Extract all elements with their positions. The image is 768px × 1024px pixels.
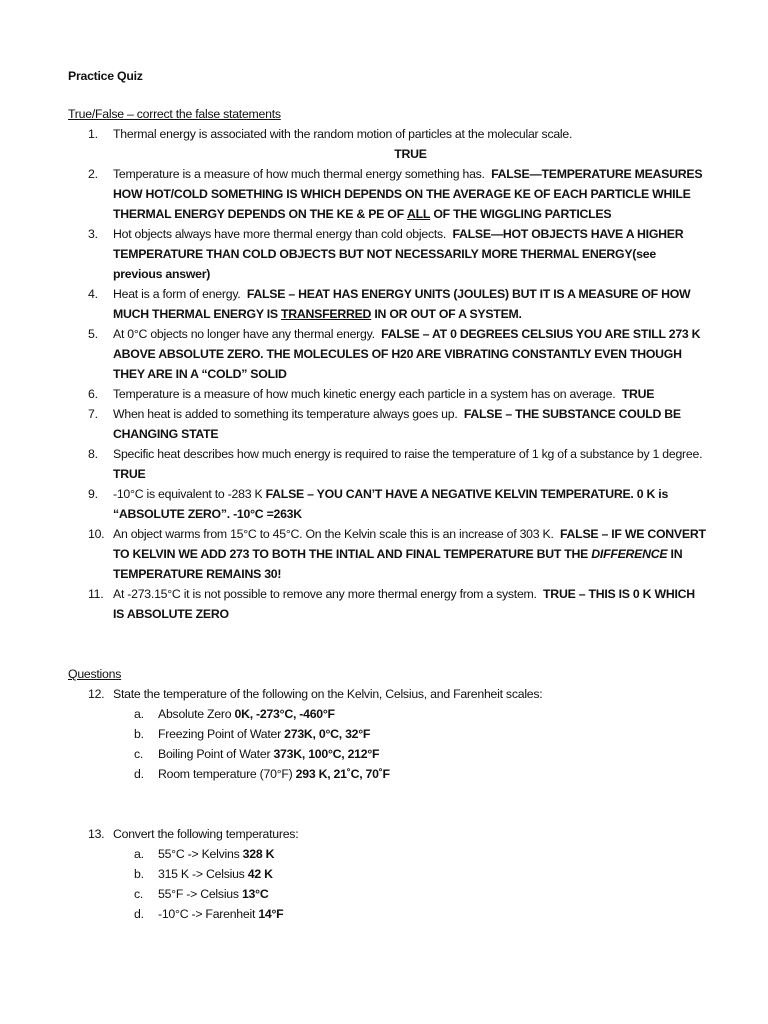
item-question: Hot objects always have more thermal energy than cold objects. [113,227,447,241]
item-answer-end: IN TEMPERATURE REMAINS 30! [113,547,683,581]
list-item [68,484,708,524]
sub-item-letter: d. [134,767,144,781]
item-question: Temperature is a measure of how much kinetic energy each particle in a system has on average. [113,387,616,401]
sub-item [68,864,708,884]
item-question: Temperature is a measure of how much thermal energy something has. [113,167,485,181]
sub-item [68,744,708,764]
sub-item-question: 55°F -> Celsius [158,887,239,901]
item-number: 12. [88,687,105,701]
questions-heading: Questions [68,667,122,681]
sub-item [68,724,708,744]
list-item [68,224,708,284]
sub-item-question: 55°C -> Kelvins [158,847,240,861]
sub-item-letter: b. [134,727,144,741]
sub-list [113,704,708,784]
item-number: 9. [88,487,98,501]
item-answer: FALSE – AT 0 DEGREES CELSIUS YOU ARE STILL 273 K ABOVE ABSOLUTE ZERO. THE MOLECULES OF H20 ARE VIBRATING CONSTANTLY EVEN THOUGH THEY ARE IN A “COLD” SOLID [113,327,701,381]
item-answer: FALSE – HEAT HAS ENERGY UNITS (JOULES) BUT IT IS A MEASURE OF HOW MUCH THERMAL ENERGY IS [113,287,691,321]
sub-item-question: Freezing Point of Water [158,727,281,741]
list-item [68,164,708,224]
sub-item-letter: d. [134,907,144,921]
sub-item-letter: b. [134,867,144,881]
item-question: State the temperature of the following on the Kelvin, Celsius, and Farenheit scales: [113,687,543,701]
item-question: -10°C is equivalent to -283 K [113,487,263,501]
item-answer: FALSE – IF WE CONVERT TO KELVIN WE ADD 273 TO BOTH THE INTIAL AND FINAL TEMPERATURE BUT THE [113,527,706,561]
item-question: At -273.15°C it is not possible to remove any more thermal energy from a system. [113,587,537,601]
item-answer: FALSE – THE SUBSTANCE COULD BE CHANGING STATE [113,407,681,441]
true-false-list [68,124,708,624]
item-number: 3. [88,227,98,241]
questions-list [68,684,708,924]
question-12 [68,684,708,784]
sub-item [68,704,708,724]
item-question: When heat is added to something its temperature always goes up. [113,407,458,421]
item-answer-emphasis: ALL [407,207,431,221]
item-question: At 0°C objects no longer have any thermal energy. [113,327,375,341]
sub-list [113,844,708,924]
item-question: Specific heat describes how much energy is required to raise the temperature of 1 kg of a substance by 1 degree. [113,447,703,461]
quiz-document [68,66,708,924]
sub-item [68,884,708,904]
item-number: 8. [88,447,98,461]
sub-item-question: -10°C -> Farenheit [158,907,256,921]
list-item [68,384,708,404]
sub-item-answer: 373K, 100°C, 212°F [273,747,380,761]
sub-item-question: Absolute Zero [158,707,232,721]
item-number: 11. [88,587,104,601]
item-question: Convert the following temperatures: [113,827,299,841]
item-answer: TRUE – THIS IS 0 K WHICH IS ABSOLUTE ZERO [113,587,695,621]
item-answer: FALSE – YOU CAN’T HAVE A NEGATIVE KELVIN TEMPERATURE. 0 K is “ABSOLUTE ZERO”. -10°C =263K [113,487,669,521]
item-question: Thermal energy is associated with the random motion of particles at the molecular scale. [113,127,573,141]
list-item [68,124,708,164]
item-answer-end: OF THE WIGGLING PARTICLES [433,207,612,221]
item-number: 13. [88,827,105,841]
sub-item-letter: c. [134,747,144,761]
list-item [68,324,708,384]
item-question: Heat is a form of energy. [113,287,241,301]
item-answer-emphasis: TRANSFERRED [281,307,372,321]
sub-item-letter: a. [134,847,144,861]
item-number: 4. [88,287,98,301]
sub-item-question: 315 K -> Celsius [158,867,245,881]
sub-item-answer: 42 K [247,867,273,881]
sub-item [68,764,708,784]
sub-item [68,904,708,924]
sub-item-letter: a. [134,707,144,721]
item-number: 6. [88,387,98,401]
item-answer-emphasis: DIFFERENCE [591,547,668,561]
item-number: 10. [88,527,105,541]
sub-item-question: Room temperature (70°F) [158,767,293,781]
question-13 [68,824,708,924]
item-answer: FALSE—TEMPERATURE MEASURES HOW HOT/COLD SOMETHING IS WHICH DEPENDS ON THE AVERAGE KE OF EACH PARTICLE WHILE THERMAL ENERGY DEPENDS ON THE KE & PE OF [113,167,703,221]
sub-item [68,844,708,864]
item-answer: TRUE [394,147,427,161]
item-answer: TRUE [113,467,146,481]
page-title: Practice Quiz [68,69,143,83]
item-answer: TRUE [621,387,655,401]
sub-item-answer: 328 K [242,847,275,861]
list-item [68,404,708,444]
item-number: 5. [88,327,98,341]
item-number: 1. [88,127,98,141]
sub-item-answer: 13°C [241,887,269,901]
sub-item-answer: 14°F [258,907,284,921]
sub-item-question: Boiling Point of Water [158,747,271,761]
sub-item-answer: 273K, 0°C, 32°F [284,727,371,741]
item-number: 7. [88,407,98,421]
list-item [68,284,708,324]
sub-item-answer: 293 K, 21˚C, 70˚F [295,767,390,781]
true-false-heading: True/False – correct the false statements [68,107,281,121]
item-answer: FALSE—HOT OBJECTS HAVE A HIGHER TEMPERATURE THAN COLD OBJECTS BUT NOT NECESSARILY MORE THERMAL ENERGY(see previous answer) [113,227,684,281]
sub-item-answer: 0K, -273°C, -460°F [234,707,335,721]
item-question: An object warms from 15°C to 45°C. On the Kelvin scale this is an increase of 303 K. [113,527,554,541]
sub-item-letter: c. [134,887,144,901]
item-number: 2. [88,167,98,181]
list-item [68,584,708,624]
list-item [68,524,708,584]
item-answer-end: IN OR OUT OF A SYSTEM. [374,307,522,321]
list-item [68,444,708,484]
